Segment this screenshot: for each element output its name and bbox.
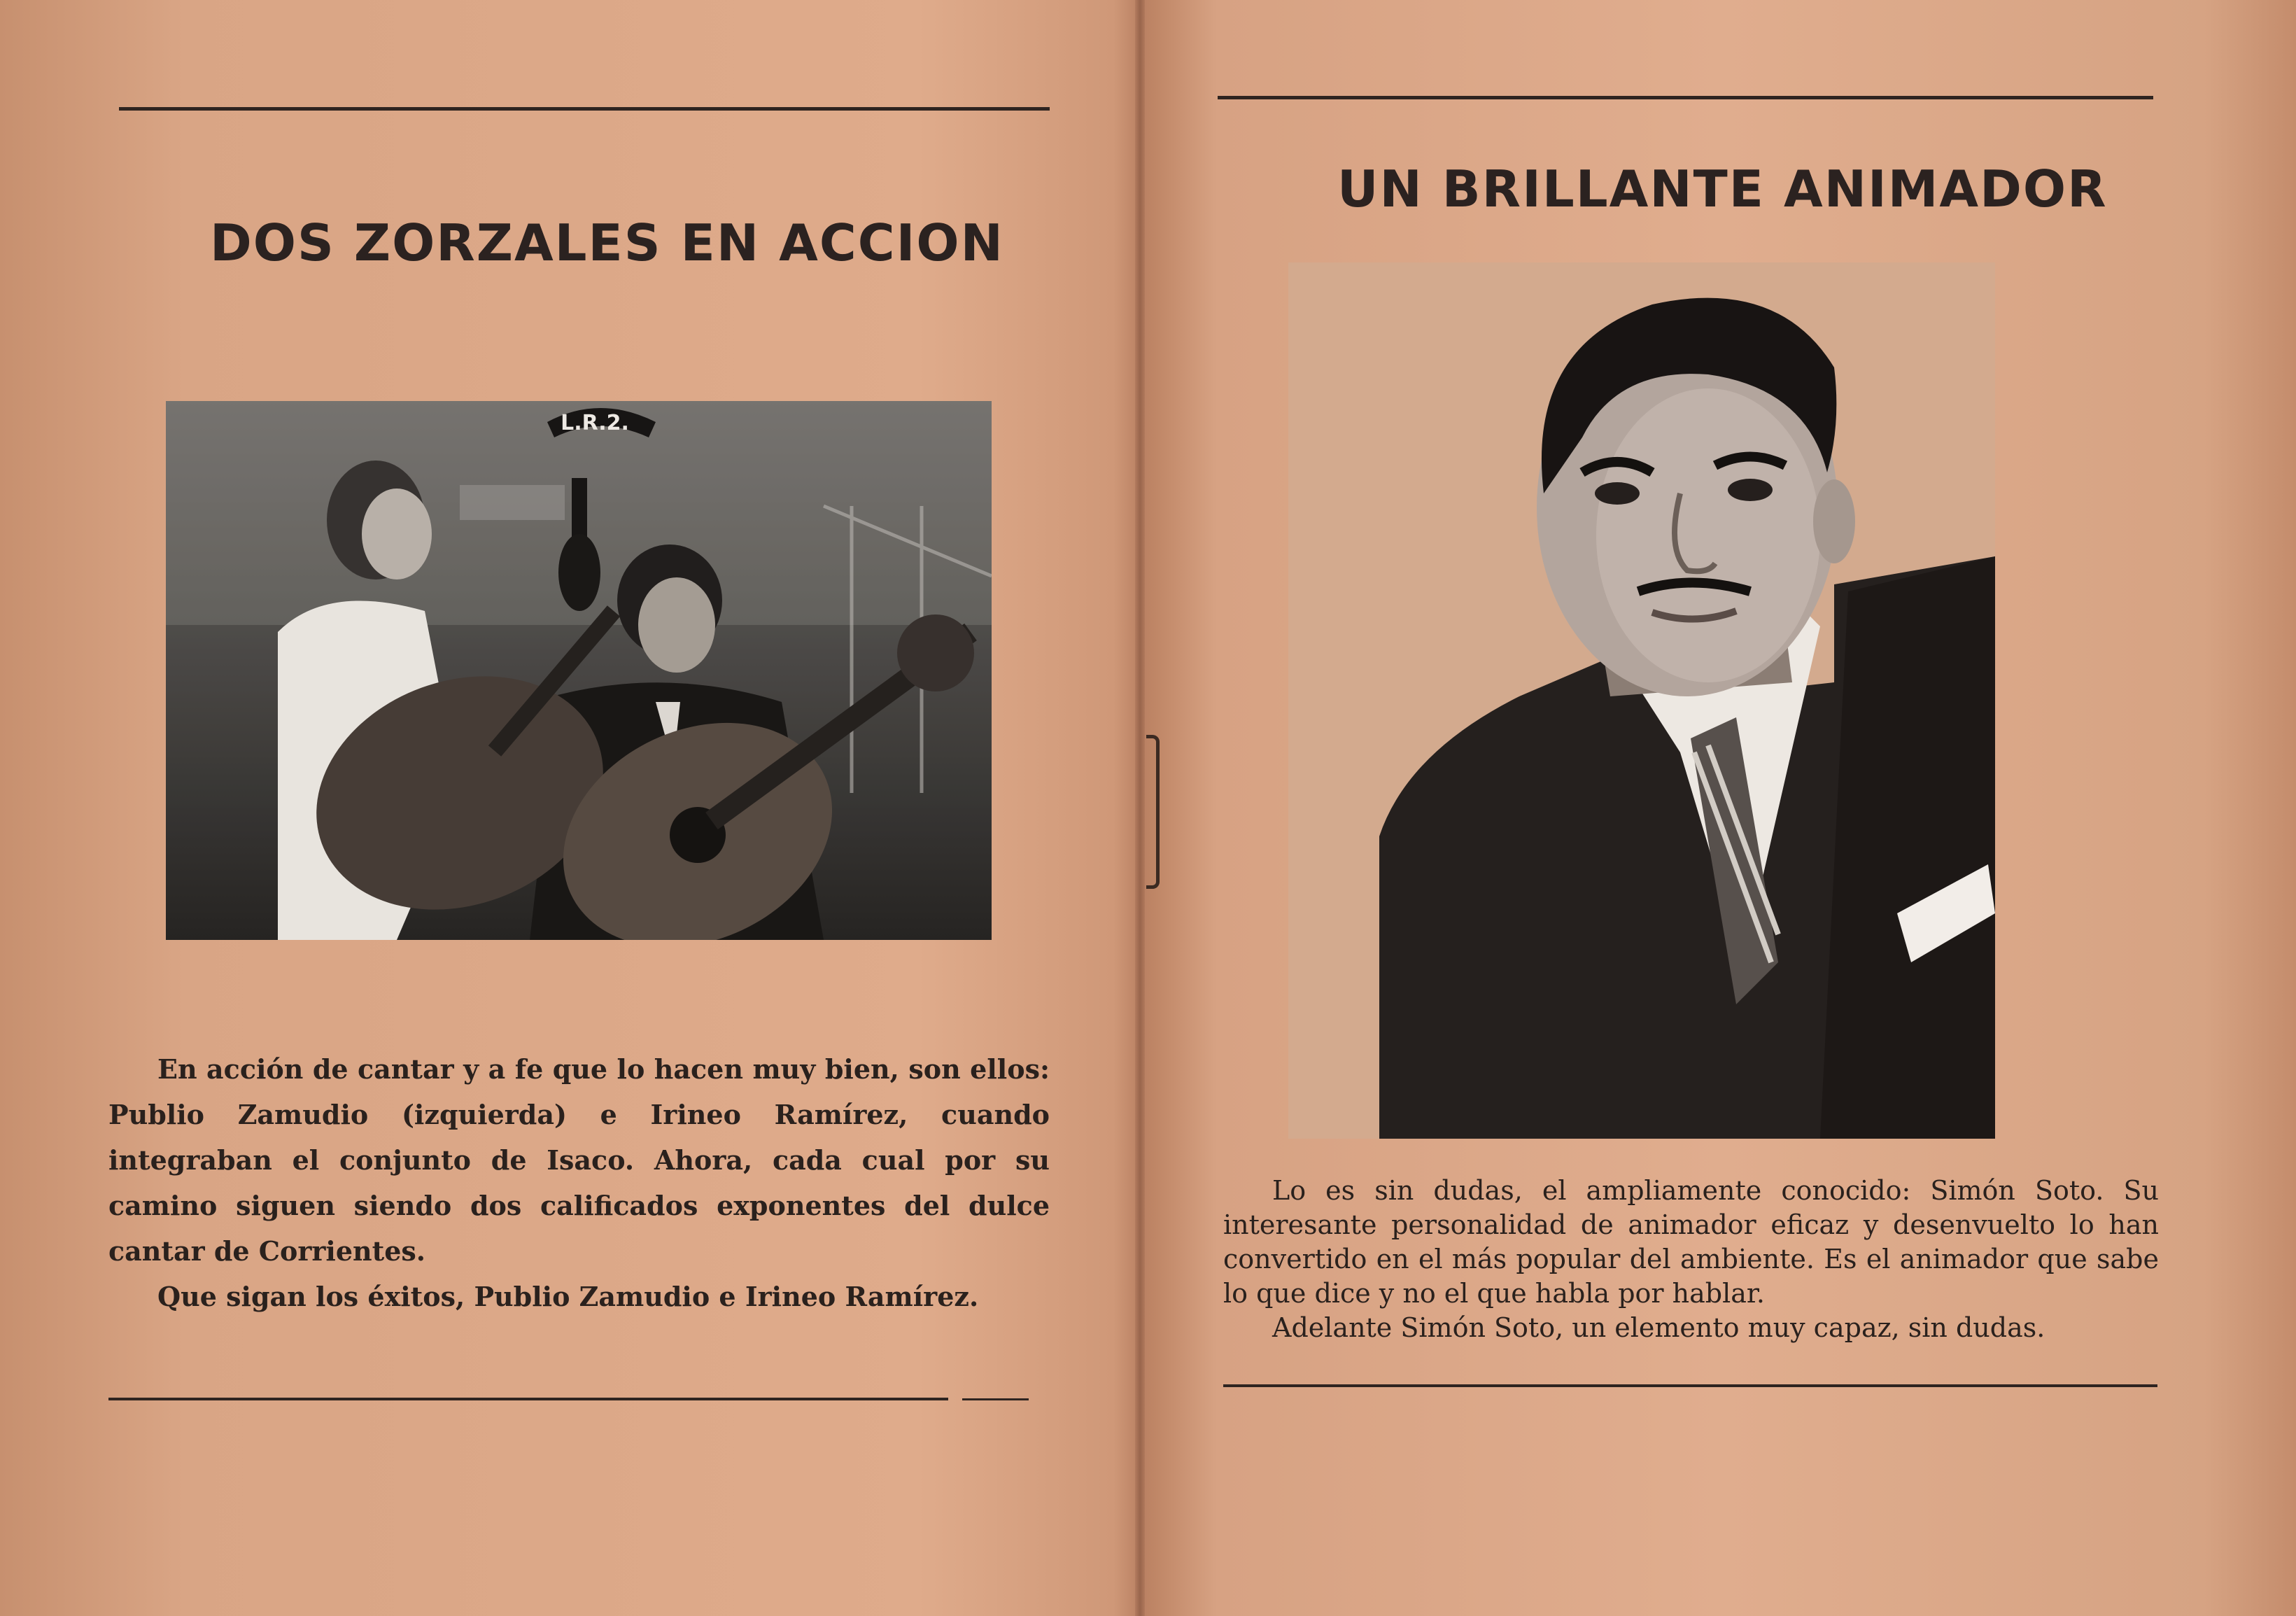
right-page [1145, 0, 2296, 1616]
left-page [0, 0, 1135, 1616]
binding-gutter [1135, 0, 1145, 1616]
portrait-photo [1288, 262, 1995, 1139]
station-sign: L.R.2. [561, 411, 629, 435]
musicians-photo [166, 401, 992, 940]
bottom-rule-end [962, 1398, 1029, 1400]
caption-paragraph-1: Lo es sin dudas, el ampliamente conocido: Simón Soto. Su interesante personalidad de animador eficaz y desenvuelto lo han convertido en el más popular del ambiente. Es el animador que sabe lo que dice y no el que habla por hablar. [1223, 1175, 2159, 1309]
caption-paragraph-1: En acción de cantar y a fe que lo hacen muy bien, son ellos: Publio Zamudio (izquierda) e Irineo Ramírez, cuando integraban el conjunto de Isaco. Ahora, cada cual por su camino siguen siendo dos calificados exponentes del dulce cantar de Corrientes. [108, 1053, 1050, 1267]
caption-paragraph-2: Que sigan los éxitos, Publio Zamudio e Irineo Ramírez. [157, 1281, 979, 1312]
caption-paragraph-2: Adelante Simón Soto, un elemento muy capaz, sin dudas. [1272, 1312, 2045, 1343]
bottom-rule [108, 1398, 948, 1400]
top-rule [1218, 96, 2153, 99]
page-title: UN BRILLANTE ANIMADOR [1337, 160, 2108, 218]
page-title: DOS ZORZALES EN ACCION [210, 213, 1004, 272]
bottom-rule [1223, 1384, 2157, 1387]
top-rule [119, 107, 1050, 111]
caption-text [1223, 1174, 2159, 1345]
caption-text [108, 1046, 1050, 1319]
